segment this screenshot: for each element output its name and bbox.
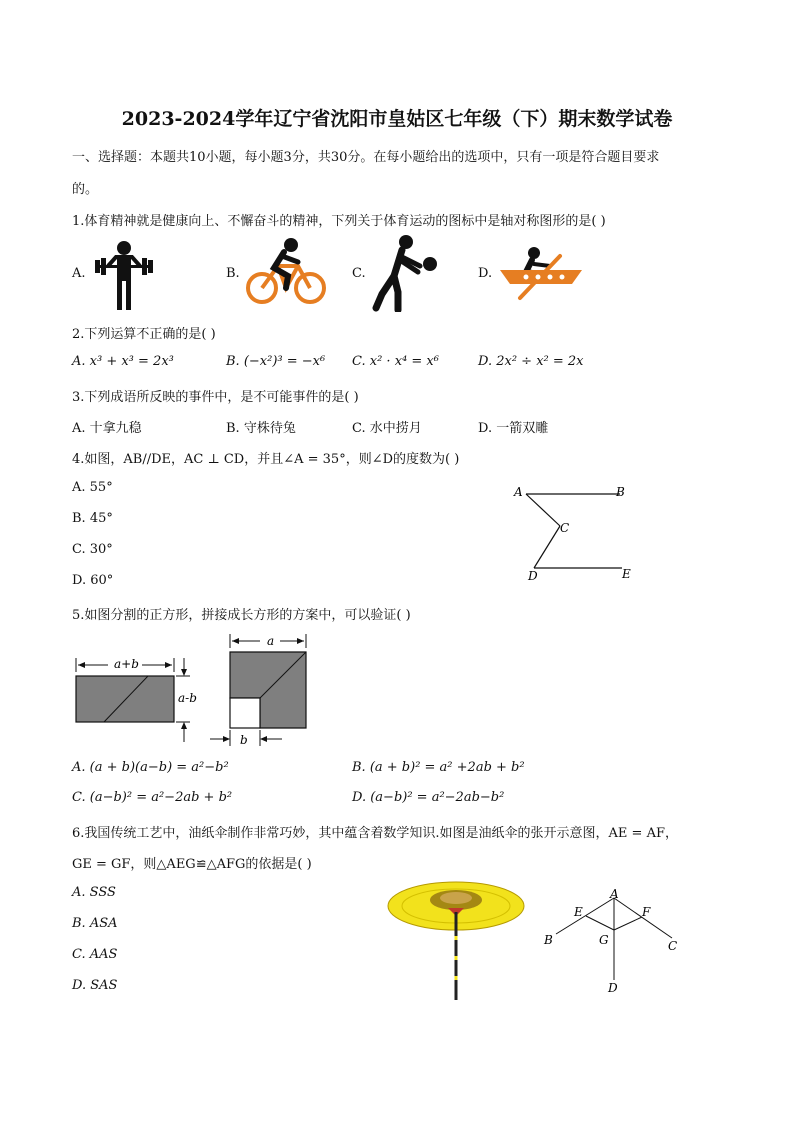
page-title: 2023-2024学年辽宁省沈阳市皇姑区七年级（下）期末数学试卷 [121,108,673,130]
weightlifter-icon [92,238,156,312]
q6-label-c: C [668,939,678,953]
rowing-icon [498,246,584,302]
q4-stem: 4.如图，AB//DE，AC ⊥ CD，并且∠A = 35°，则∠D的度数为( ) [72,452,460,467]
q6-label-a: A [610,888,619,901]
q6-label-e: E [574,905,583,919]
cyclist-icon [244,236,328,306]
q1-option-a: A. [72,266,86,281]
q5-option-c: C. (a−b)² = a²−2ab + b² [72,790,233,805]
q4-label-d: D [528,569,538,583]
q6-option-d: D. SAS [72,978,118,993]
q6-label-f: F [642,905,651,919]
q4-label-a: A [514,485,523,499]
q4-label-c: C [560,521,570,535]
q2-stem: 2.下列运算不正确的是( ) [72,327,216,342]
q5-option-a: A. (a + b)(a−b) = a²−b² [72,760,229,775]
q2-option-d: D. 2x² ÷ x² = 2x [478,354,584,369]
q6-option-b: B. ASA [72,916,118,931]
q6-stem-cont: GE = GF，则△AEG≌△AFG的依据是( ) [72,857,312,872]
q5-label-a-minus-b: a-b [178,691,197,705]
q2-option-b: B. (−x²)³ = −x⁶ [226,354,326,369]
q3-option-c: C. 水中捞月 [352,421,422,436]
q6-figure [538,888,688,1000]
q4-option-d: D. 60° [72,573,114,588]
q4-option-a: A. 55° [72,480,113,495]
q2-option-c: C. x² · x⁴ = x⁶ [352,354,439,369]
q6-label-d: D [608,981,618,995]
q3-option-b: B. 守株待兔 [226,421,296,436]
q5-label-a: a [267,634,275,648]
q5-stem: 5.如图分割的正方形，拼接成长方形的方案中，可以验证( ) [72,608,411,623]
q1-option-c: C. [352,266,366,281]
q4-label-b: B [616,485,625,499]
q6-label-b: B [544,933,553,947]
section-heading: 一、选择题：本题共10小题，每小题3分，共30分。在每小题给出的选项中，只有一项是符合题目要求 [72,150,660,165]
q6-option-c: C. AAS [72,947,118,962]
q6-option-a: A. SSS [72,885,116,900]
q4-label-e: E [622,567,631,581]
q2-option-a: A. x³ + x³ = 2x³ [72,354,174,369]
section-heading-cont: 的。 [72,182,99,197]
q1-stem: 1.体育精神就是健康向上、不懈奋斗的精神，下列关于体育运动的图标中是轴对称图形的是( ) [72,214,606,229]
q4-figure [508,480,638,586]
q5-option-d: D. (a−b)² = a²−2ab−b² [352,790,505,805]
q5-figure [70,630,330,750]
q6-stem: 6.我国传统工艺中，油纸伞制作非常巧妙，其中蕴含着数学知识.如图是油纸伞的张开示意图，AE = AF， [72,826,678,841]
q5-label-b: b [240,733,248,747]
volleyball-player-icon [368,234,440,312]
q3-option-a: A. 十拿九稳 [72,421,142,436]
q1-option-b: B. [226,266,240,281]
oil-paper-umbrella-image [386,876,526,1002]
q6-label-g: G [599,933,609,947]
q1-option-d: D. [478,266,493,281]
q5-option-b: B. (a + b)² = a² +2ab + b² [352,760,525,775]
q3-option-d: D. 一箭双雕 [478,421,549,436]
q4-option-c: C. 30° [72,542,113,557]
q4-option-b: B. 45° [72,511,113,526]
q5-label-ab: a+b [114,657,139,671]
q3-stem: 3.下列成语所反映的事件中，是不可能事件的是( ) [72,390,359,405]
